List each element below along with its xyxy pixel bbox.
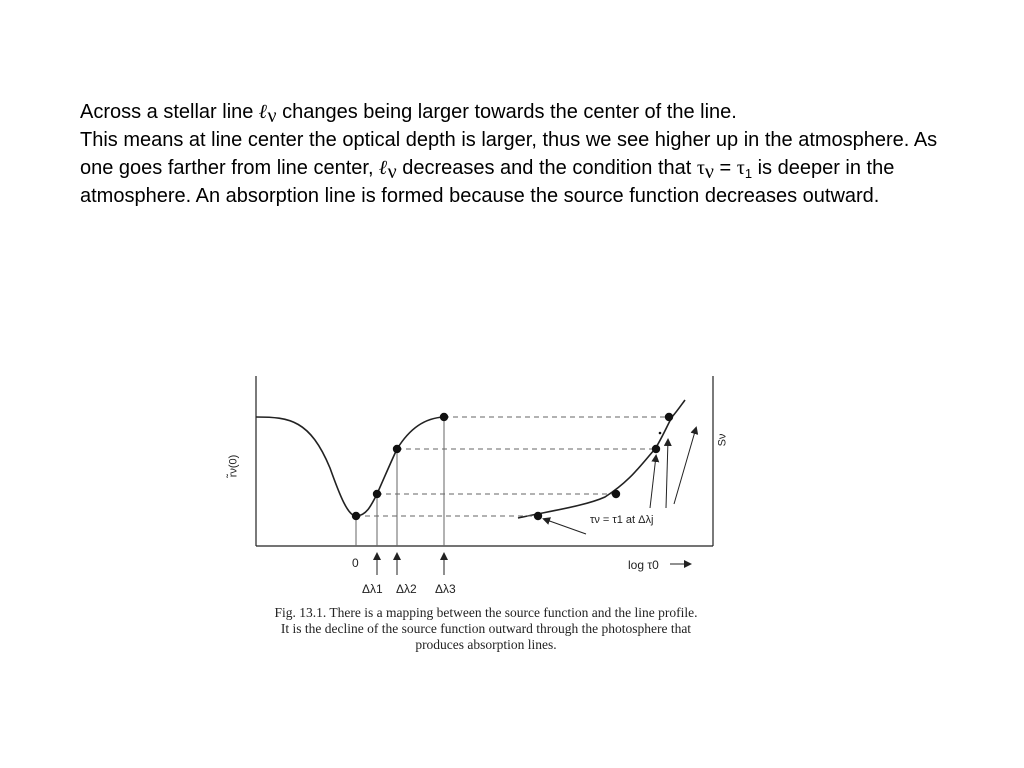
small-dot bbox=[659, 432, 662, 435]
mapping-dashed-lines bbox=[356, 417, 669, 516]
one-subscript: 1 bbox=[744, 166, 753, 181]
text-segment: changes being larger towards the center of the line. bbox=[276, 101, 737, 123]
nu-subscript: ν bbox=[267, 105, 277, 127]
figure-caption bbox=[248, 605, 724, 653]
tau-symbol: τ bbox=[696, 157, 705, 179]
text-segment: is deeper in the atmosphere. An absorption line is formed because the source function decreases outward. bbox=[80, 157, 895, 207]
delta-lambda-3-label: Δλ3 bbox=[435, 582, 456, 596]
x-axis-label: log τ0 bbox=[628, 558, 659, 572]
caption-line-2: It is the decline of the source function outward through the photosphere that bbox=[280, 621, 692, 636]
tau-symbol: τ bbox=[736, 157, 745, 179]
ell-symbol: ℓ bbox=[379, 157, 388, 179]
y-axis-left-label: r̃ν(0) bbox=[227, 454, 240, 478]
body-paragraph bbox=[80, 98, 940, 210]
text-segment: decreases and the condition that bbox=[396, 157, 697, 179]
caption-line-1: Fig. 13.1. There is a mapping between the source function and the line profile. bbox=[274, 605, 698, 620]
delta-lambda-2-label: Δλ2 bbox=[396, 582, 417, 596]
nu-subscript: ν bbox=[387, 161, 397, 183]
vertical-drop-lines bbox=[356, 417, 444, 546]
tau-annotation: τν = τ1 at Δλj bbox=[590, 514, 654, 526]
source-function-curve bbox=[518, 400, 685, 518]
nu-subscript: ν bbox=[704, 161, 714, 183]
delta-lambda-1-label: Δλ1 bbox=[362, 582, 383, 596]
caption-line-3: produces absorption lines. bbox=[415, 637, 557, 652]
line-profile-curve bbox=[256, 417, 444, 516]
zero-tick-label: 0 bbox=[352, 556, 359, 570]
equals-sign: = bbox=[713, 157, 737, 179]
ell-symbol: ℓ bbox=[258, 101, 268, 123]
source-points bbox=[534, 413, 673, 520]
y-axis-right-label: Sν bbox=[716, 433, 729, 447]
profile-points bbox=[352, 413, 448, 520]
text-segment: This means at line center the optical depth is larger, thus we see higher up in the atmosphere. As one goes farther from line center, bbox=[80, 129, 938, 179]
text-segment: Across a stellar line bbox=[80, 101, 259, 123]
